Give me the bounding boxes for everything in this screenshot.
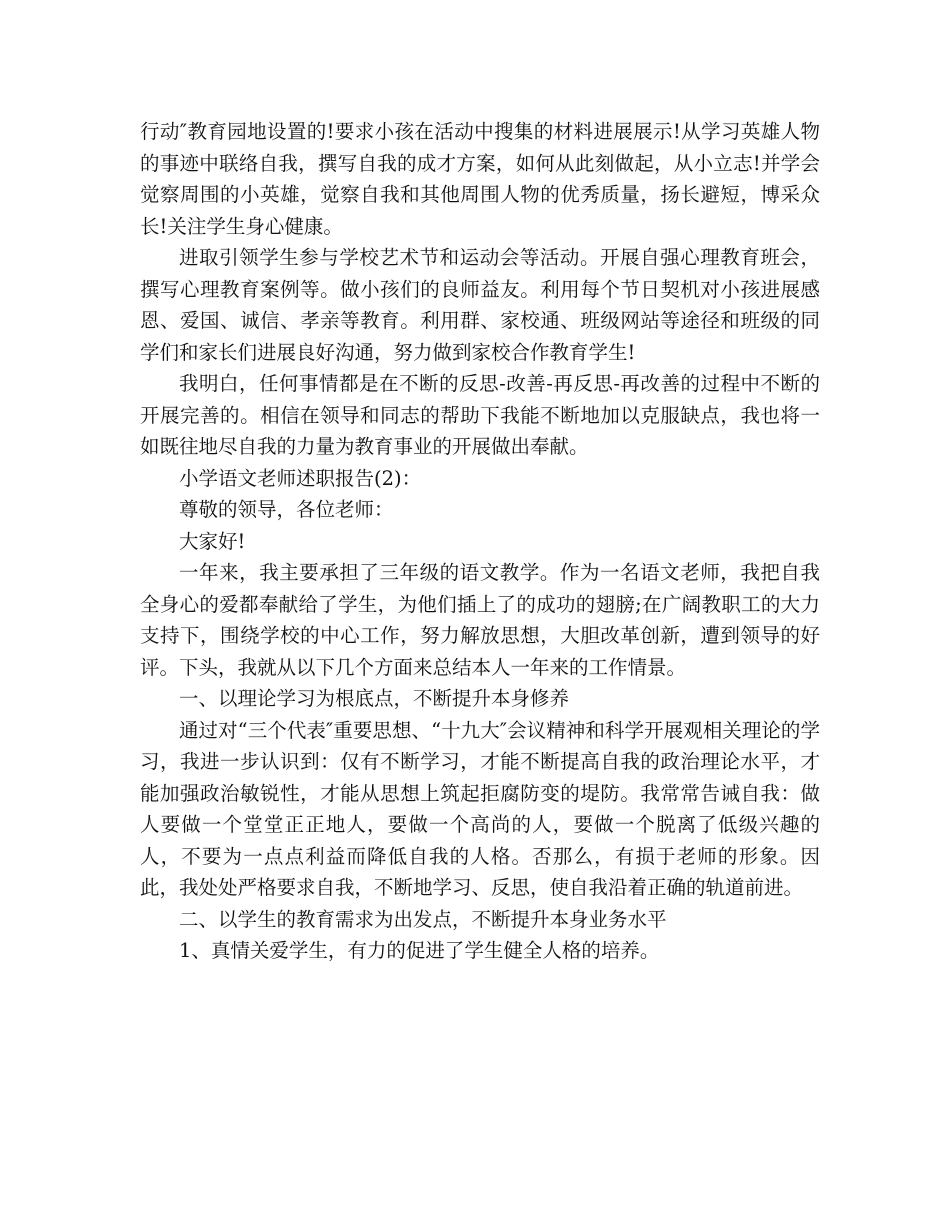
paragraph-continuation: 行动″教育园地设置的!要求小孩在活动中搜集的材料进展展示!从学习英雄人物的事迹中联络自我，撰写自我的成才方案，如何从此刻做起，从小立志!并学会觉察周围的小英雄，觉察自我和其他周围人物的优秀质量，扬长避短，博采众长!关注学生身心健康。 xyxy=(140,120,820,238)
paragraph-reflection: 我明白，任何事情都是在不断的反思-改善-再反思-再改善的过程中不断的开展完善的。相信在领导和同志的帮助下我能不断地加以克服缺点，我也将一如既往地尽自我的力量为教育事业的开展做出奉献。 xyxy=(140,372,820,458)
section-heading-2: 二、以学生的教育需求为出发点，不断提升本身业务水平 xyxy=(179,907,667,931)
paragraph-theory: 通过对“三个代表″重要思想、“十九大″会议精神和科学开展观相关理论的学习，我进一步认识到：仅有不断学习，才能不断提高自我的政治理论水平，才能加强政治敏锐性，才能从思想上筑起拒腐防变的堤防。我常常告诫自我：做人要做一个堂堂正正地人，要做一个高尚的人，要做一个脱离了低级兴趣的人，不要为一点点利益而降低自我的人格。否那么，有损于老师的形象。因此，我处处严格要求自我，不断地学习、反思，使自我沿着正确的轨道前进。 xyxy=(140,718,820,899)
paragraph-intro: 一年来，我主要承担了三年级的语文教学。作为一名语文老师，我把自我全身心的爱都奉献给了学生，为他们插上了的成功的翅膀;在广阔教职工的大力支持下，围绕学校的中心工作，努力解放思想，大胆改革创新，遭到领导的好评。下头，我就从以下几个方面来总结本人一年来的工作情景。 xyxy=(140,561,820,679)
paragraph-activities: 进取引领学生参与学校艺术节和运动会等活动。开展自强心理教育班会，撰写心理教育案例等。做小孩们的良师益友。利用每个节日契机对小孩进展感恩、爱国、诚信、孝亲等教育。利用群、家校通、班级网站等途径和班级的同学们和家长们进展良好沟通，努力做到家校合作教育学生! xyxy=(140,246,820,364)
document-body xyxy=(140,116,820,967)
salutation: 尊敬的领导，各位老师： xyxy=(179,498,394,521)
report-title: 小学语文老师述职报告(2)： xyxy=(179,466,422,490)
greeting: 大家好! xyxy=(179,529,246,553)
subsection-heading-1: 1、真情关爱学生，有力的促进了学生健全人格的培养。 xyxy=(179,939,660,962)
section-heading-1: 一、以理论学习为根底点，不断提升本身修养 xyxy=(179,687,570,710)
